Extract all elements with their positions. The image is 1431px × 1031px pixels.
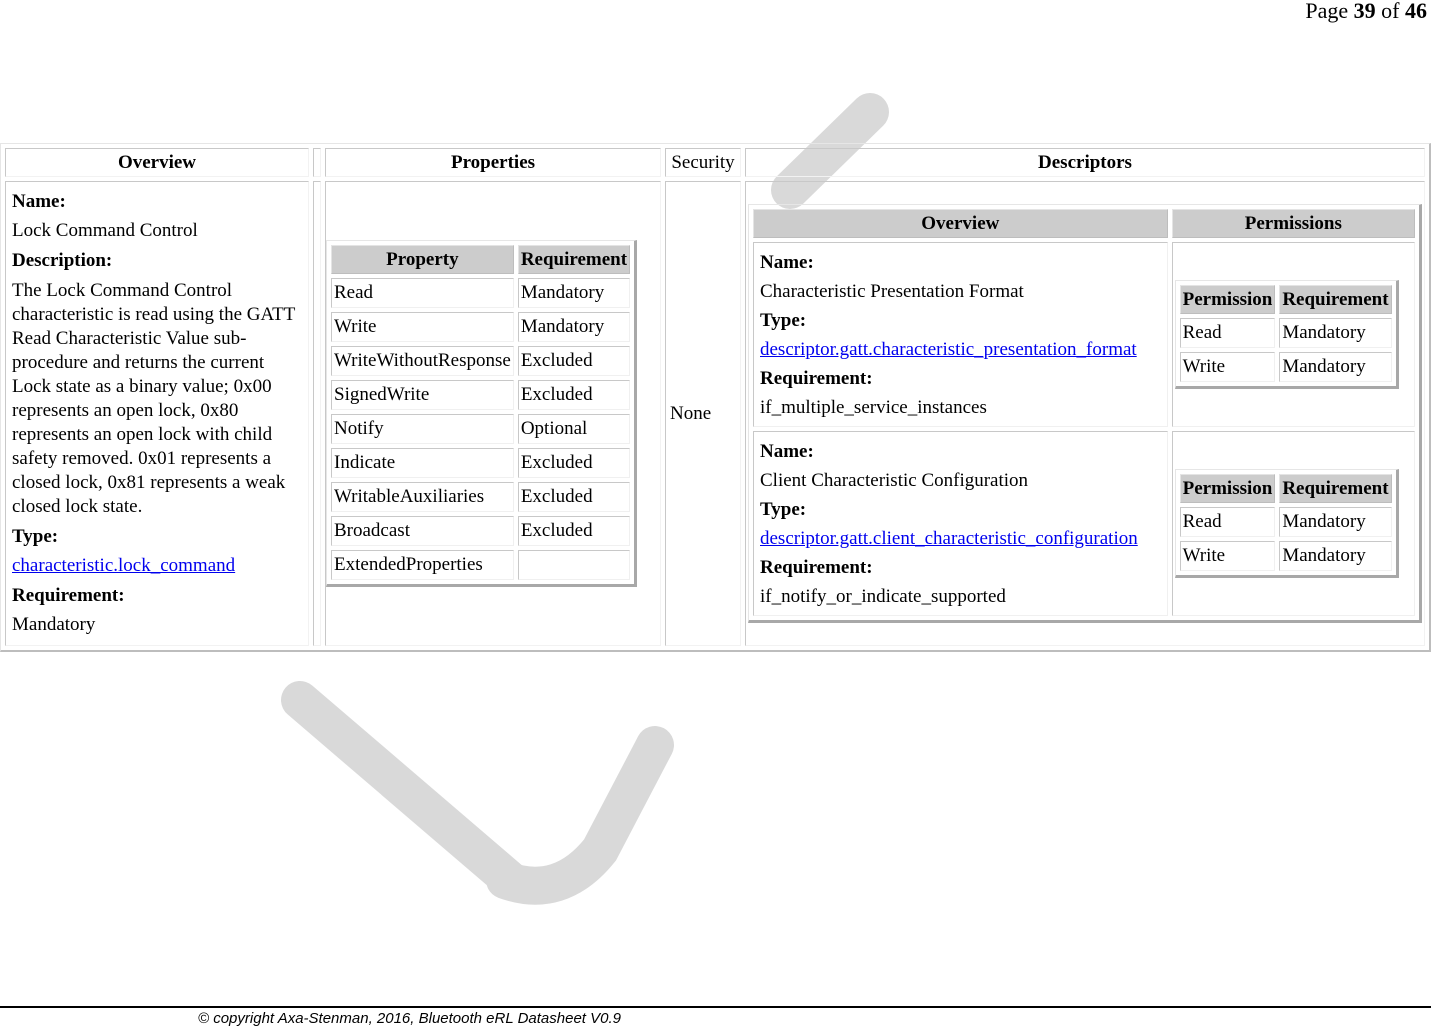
permission-requirement: Mandatory <box>1279 352 1391 382</box>
property-requirement <box>518 550 630 580</box>
property-name: WritableAuxiliaries <box>331 482 514 512</box>
gap-cell <box>313 181 321 646</box>
property-name: Indicate <box>331 448 514 478</box>
table-row <box>331 380 630 410</box>
table-row <box>331 448 630 478</box>
property-name: Notify <box>331 414 514 444</box>
table-row <box>1180 507 1392 537</box>
descriptor-requirement-label: Requirement: <box>760 557 873 578</box>
property-requirement: Excluded <box>518 516 630 546</box>
descriptor-type-link[interactable]: descriptor.gatt.characteristic_presentation_format <box>760 339 1137 360</box>
descriptor-row <box>753 431 1415 616</box>
permission-name: Read <box>1180 318 1276 348</box>
descriptor-type-link[interactable]: descriptor.gatt.client_characteristic_configuration <box>760 528 1138 549</box>
properties-cell <box>325 181 661 646</box>
col-descriptor-overview: Overview <box>753 209 1168 238</box>
characteristic-requirement: Mandatory <box>12 614 96 635</box>
descriptor-row <box>753 242 1415 427</box>
footer-divider <box>0 1006 1431 1008</box>
table-row <box>1180 541 1392 571</box>
property-requirement: Excluded <box>518 448 630 478</box>
name-label: Name: <box>12 191 66 212</box>
descriptor-permissions-cell <box>1172 242 1415 427</box>
table-row <box>331 550 630 580</box>
descriptor-name-label: Name: <box>760 252 814 273</box>
descriptor-overview <box>753 242 1168 427</box>
descriptor-type-label: Type: <box>760 310 807 331</box>
property-name: Write <box>331 312 514 342</box>
property-requirement: Excluded <box>518 482 630 512</box>
permission-requirement: Mandatory <box>1279 507 1391 537</box>
characteristic-description: The Lock Command Control characteristic is read using the GATT Read Characteristic Value sub-procedure and returns the current Lock state as a binary value; 0x00 represents an open lock, 0x80 represents an open lock with child safety removed. 0x01 represents a closed lock, 0x81 represents a weak closed lock state. <box>12 280 295 517</box>
characteristic-table <box>0 143 1431 652</box>
header-gap <box>313 148 321 177</box>
col-permission-requirement: Requirement <box>1279 474 1391 503</box>
property-name: ExtendedProperties <box>331 550 514 580</box>
permission-name: Write <box>1180 541 1276 571</box>
permissions-table <box>1175 280 1399 389</box>
permission-name: Read <box>1180 507 1276 537</box>
table-row <box>331 482 630 512</box>
table-row <box>331 346 630 376</box>
col-requirement: Requirement <box>518 245 630 274</box>
permission-requirement: Mandatory <box>1279 541 1391 571</box>
property-requirement: Excluded <box>518 346 630 376</box>
header-security: Security <box>665 148 741 177</box>
table-row <box>1180 352 1392 382</box>
descriptor-requirement: if_multiple_service_instances <box>760 397 987 418</box>
descriptor-name: Client Characteristic Configuration <box>760 470 1029 491</box>
property-name: SignedWrite <box>331 380 514 410</box>
table-row <box>331 312 630 342</box>
table-row <box>331 516 630 546</box>
table-row <box>1180 318 1392 348</box>
descriptor-type-label: Type: <box>760 499 807 520</box>
descriptors-table <box>748 204 1422 623</box>
requirement-label: Requirement: <box>12 585 125 606</box>
characteristic-name: Lock Command Control <box>12 220 198 241</box>
col-permission-requirement: Requirement <box>1279 285 1391 314</box>
property-requirement: Mandatory <box>518 312 630 342</box>
col-permission: Permission <box>1180 285 1276 314</box>
type-label: Type: <box>12 526 59 547</box>
table-row <box>331 278 630 308</box>
description-label: Description: <box>12 250 113 271</box>
col-property: Property <box>331 245 514 274</box>
property-name: Read <box>331 278 514 308</box>
property-name: Broadcast <box>331 516 514 546</box>
header-properties: Properties <box>325 148 661 177</box>
page-number: Page 39 of 46 <box>1305 0 1427 23</box>
security-value: None <box>665 181 741 646</box>
property-name: WriteWithoutResponse <box>331 346 514 376</box>
descriptor-requirement-label: Requirement: <box>760 368 873 389</box>
overview-cell <box>5 181 309 646</box>
property-requirement: Optional <box>518 414 630 444</box>
properties-table <box>326 240 637 587</box>
descriptors-cell <box>745 181 1425 646</box>
descriptor-requirement: if_notify_or_indicate_supported <box>760 586 1006 607</box>
footer-copyright: © copyright Axa-Stenman, 2016, Bluetooth eRL Datasheet V0.9 <box>198 1010 621 1027</box>
descriptor-overview <box>753 431 1168 616</box>
property-requirement: Excluded <box>518 380 630 410</box>
descriptor-name-label: Name: <box>760 441 814 462</box>
characteristic-type-link[interactable]: characteristic.lock_command <box>12 555 236 576</box>
permission-requirement: Mandatory <box>1279 318 1391 348</box>
col-permission: Permission <box>1180 474 1276 503</box>
descriptor-permissions-cell <box>1172 431 1415 616</box>
permissions-table <box>1175 469 1399 578</box>
table-row <box>331 414 630 444</box>
permission-name: Write <box>1180 352 1276 382</box>
descriptor-name: Characteristic Presentation Format <box>760 281 1024 302</box>
header-descriptors: Descriptors <box>745 148 1425 177</box>
property-requirement: Mandatory <box>518 278 630 308</box>
col-descriptor-permissions: Permissions <box>1172 209 1415 238</box>
header-overview: Overview <box>5 148 309 177</box>
